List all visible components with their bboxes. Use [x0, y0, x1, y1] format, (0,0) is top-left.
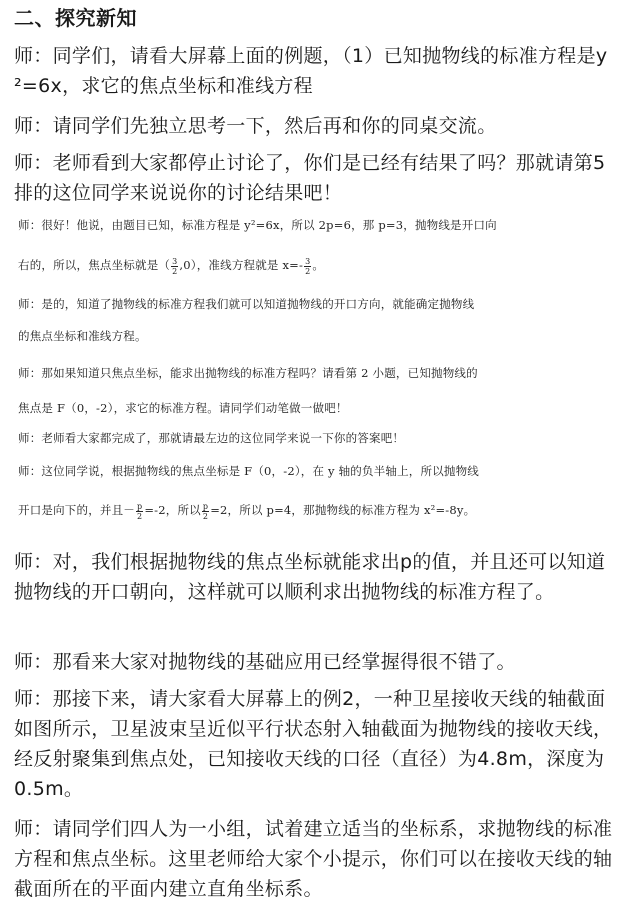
- inset-text: ,0），准线方程就是 x=-: [179, 258, 304, 272]
- inset-line-5a: 师：这位同学说，根据抛物线的焦点坐标是 F（0，-2），在 y 轴的负半轴上，所以抛物线: [18, 464, 480, 478]
- inset-line-2a: 师：是的，知道了抛物线的标准方程我们就可以知道抛物线的开口方向，就能确定抛物线: [18, 297, 475, 311]
- fraction: [136, 502, 143, 521]
- fraction: [202, 502, 209, 521]
- paragraph-think: 师：请同学们先独立思考一下，然后再和你的同桌交流。: [14, 115, 497, 137]
- inset-line-1a: 师：很好！他说，由题目已知，标准方程是 y²=6x，所以 2p=6，那 p=3，抛物线是开口向: [18, 218, 497, 232]
- fraction-numerator: p: [202, 501, 209, 511]
- fraction: [171, 257, 178, 276]
- inset-line-4: 师：老师看大家都完成了，那就请最左边的这位同学来说一下你的答案吧！: [18, 431, 405, 445]
- inset-line-5b: [18, 493, 608, 527]
- paragraph-conclusion: 师：对，我们根据抛物线的焦点坐标就能求出p的值，并且还可以知道抛物线的开口朝向，这样就可以顺利求出抛物线的标准方程了。: [14, 551, 606, 603]
- inset-text: 开口是向下的，并且－: [18, 503, 135, 517]
- inset-line-2b: 的焦点坐标和准线方程。: [18, 329, 147, 343]
- inset-text: =-2，所以: [144, 503, 201, 517]
- inset-line-3b: 焦点是 F（0，-2），求它的标准方程。请同学们动笔做一做吧！: [18, 401, 348, 415]
- section-title: 二、探究新知: [14, 6, 137, 30]
- fraction-numerator: 3: [305, 256, 311, 266]
- fraction-numerator: 3: [172, 256, 178, 266]
- paragraph-group-task: 师：请同学们四人为一小组，试着建立适当的坐标系，求抛物线的标准方程和焦点坐标。这里老师给大家个小提示，你们可以在接收天线的轴截面所在的平面内建立直角坐标系。: [14, 818, 613, 900]
- inset-text: 。: [312, 258, 325, 272]
- inset-line-3a: 师：那如果知道只焦点坐标，能求出抛物线的标准方程吗？请看第 2 小题，已知抛物线的: [18, 366, 478, 380]
- fraction-denominator: 2: [172, 266, 178, 276]
- fraction-denominator: 2: [305, 266, 311, 276]
- paragraph-mastery: 师：那看来大家对抛物线的基础应用已经掌握得很不错了。: [14, 651, 516, 673]
- paragraph-discussion: 师：老师看到大家都停止讨论了，你们是已经有结果了吗？那就请第5排的这位同学来说说你的讨论结果吧！: [14, 152, 606, 204]
- fraction: [304, 257, 311, 276]
- fraction-numerator: p: [137, 501, 143, 511]
- inset-text: 右的，所以，焦点坐标就是（: [18, 258, 171, 272]
- fraction-denominator: 2: [202, 511, 209, 521]
- paragraph-example-2: 师：那接下来，请大家看大屏幕上的例2，一种卫星接收天线的轴截面如图所示，卫星波束呈近似平行状态射入轴截面为抛物线的接收天线，经反射聚集到焦点处，已知接收天线的口径（直径）为4.8m，深度为0.5m。: [14, 688, 613, 800]
- inset-text: =2，所以 p=4，那抛物线的标准方程为 x²=-8y。: [210, 503, 476, 517]
- fraction-denominator: 2: [137, 511, 143, 521]
- paragraph-example-1: 师：同学们，请看大屏幕上面的例题，（1）已知抛物线的标准方程是y²=6x，求它的焦点坐标和准线方程: [14, 45, 608, 97]
- inset-line-1b: [18, 248, 608, 282]
